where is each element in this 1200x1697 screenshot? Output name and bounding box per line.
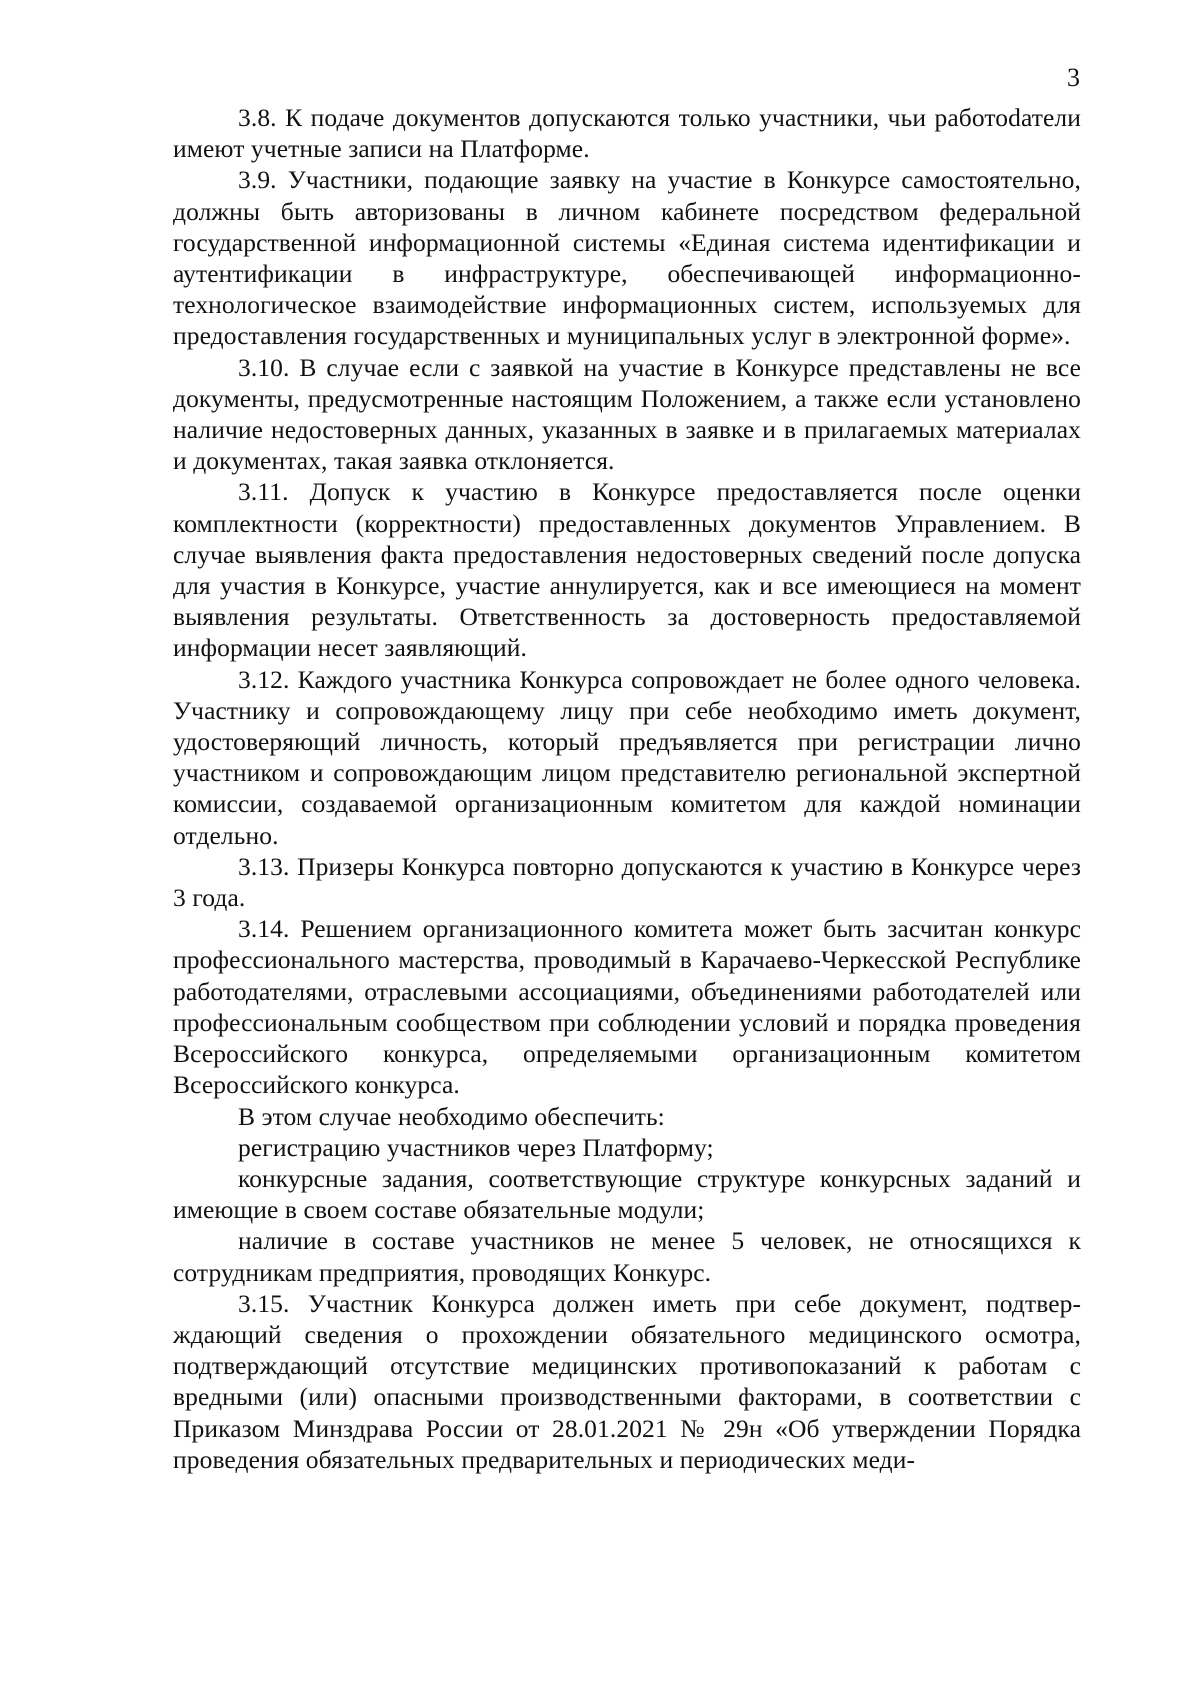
paragraph-3-15: 3.15. Участник Конкурса должен иметь при себе документ, подтверждающий сведения о прохождении обязательного медицинского осмотра, подтверждающий отсутствие медицинских противопоказаний к работам с вредными (или) опасными производственными факторами, в соответствии с Приказом Минздрава России от 28.01.2021 № 29н «Об утверждении Порядка проведения обязательных предварительных и периодических меди- <box>173 1288 1081 1474</box>
paragraph-requirement-tasks: конкурсные задания, соответствующие структуре конкурсных заданий и имеющие в своем составе обязательные модули; <box>173 1163 1081 1225</box>
document-body <box>173 102 1081 1475</box>
paragraph-3-10: 3.10. В случае если с заявкой на участие в Конкурсе представлены не все документы, предусмотренные настоящим Положением, а также если установлено наличие недостоверных данных, указанных в заявке и в прилагаемых материалах и документах, такая заявка отклоняется. <box>173 352 1081 476</box>
paragraph-requirement-participants: наличие в составе участников не менее 5 человек, не относящихся к сотрудникам предприятия, проводящих Конкурс. <box>173 1226 1081 1287</box>
paragraph-3-11: 3.11. Допуск к участию в Конкурсе предоставляется после оценки комплектности (корректности) предоставленных документов Управлением. В случае выявления факта предоставления недостоверных сведений после допуска для участия в Конкурсе, участие аннулируется, как и все имеющиеся на момент выявления результаты. Ответственность за достоверность предоставляемой информации несет заявляющий. <box>173 477 1081 663</box>
paragraph-requirement-registration: регистрацию участников через Платформу; <box>238 1132 714 1162</box>
page-number: 3 <box>1067 63 1080 92</box>
paragraph-3-13: 3.13. Призеры Конкурса повторно допускаются к участию в Конкурсе через 3 года. <box>173 851 1081 913</box>
paragraph-3-14: 3.14. Решением организационного комитета может быть засчитан конкурс профессионального мастерства, проводимый в Карачаево-Черкесской Республике работодателями, отраслевыми ассоциациями, объединениями работодателей или профессиональным сообществом при соблюдении условий и порядка проведения Всероссийского конкурса, определяемыми организационным комитетом Всероссийского конкурса. <box>173 914 1081 1100</box>
paragraph-3-12: 3.12. Каждого участника Конкурса сопровождает не более одного человека. Участнику и сопровождающему лицу при себе необходимо иметь документ, удостоверяющий личность, который предъявляется при регистрации лично участником и сопровождающим лицом представителю региональной экспертной комиссии, создаваемой организационным комитетом для каждой номинации отдельно. <box>173 664 1081 850</box>
paragraph-requirements-intro: В этом случае необходимо обеспечить: <box>238 1101 665 1131</box>
paragraph-3-9: 3.9. Участники, подающие заявку на участие в Конкурсе самостоятельно, должны быть авторизованы в личном кабинете посредством федеральной государственной информационной системы «Единая система идентификации и аутентификации в инфраструктуре, обеспечивающей информационно-технологическое взаимодействие информационных систем, используемых для предоставления государственных и муниципальных услуг в электронной форме». <box>173 165 1081 351</box>
paragraph-3-8: 3.8. К подаче документов допускаются только участники, чьи работоdатели имеют учетные записи на Платформе. <box>173 103 1081 164</box>
